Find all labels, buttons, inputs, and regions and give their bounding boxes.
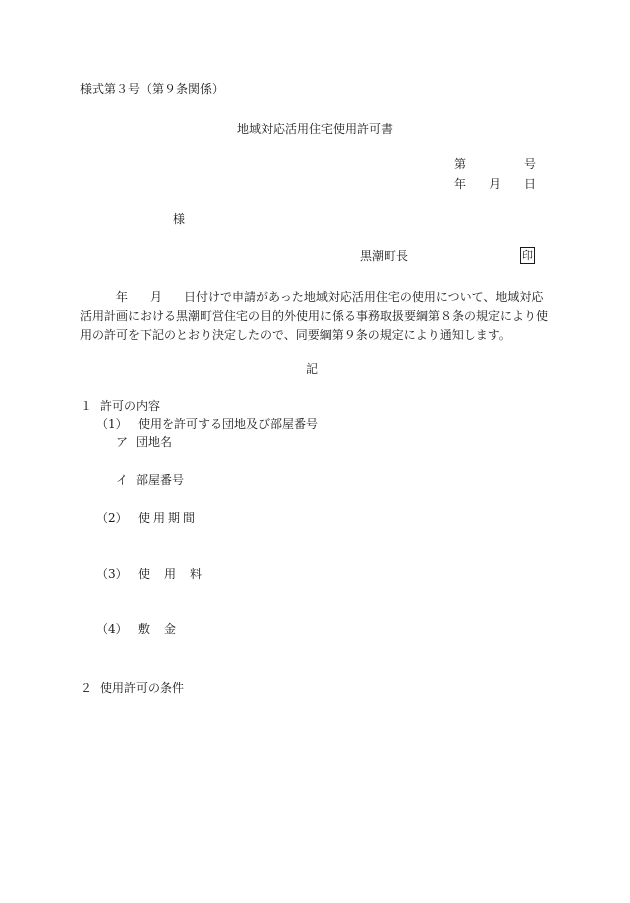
item-1-sub-i <box>116 474 184 486</box>
item-2-label: 使用期間 <box>138 511 199 525</box>
issuer-name: 黒潮町長 <box>360 249 409 263</box>
form-number: 様式第３号（第９条関係） <box>80 82 225 96</box>
item-1-sub-i-kana: イ <box>116 473 129 487</box>
item-1-sub-a-kana: ア <box>116 435 129 449</box>
body-month-char: 月 <box>150 290 163 304</box>
item-3-number: （3） <box>96 567 128 581</box>
number-prefix: 第 <box>454 157 467 171</box>
item-4-number: （4） <box>96 622 128 636</box>
item-4-label: 敷金 <box>138 622 191 636</box>
item-3 <box>96 568 216 580</box>
date-month-label: 月 <box>489 177 502 191</box>
addressee-honorific: 様 <box>173 212 186 226</box>
section-1-number: １ <box>80 399 93 413</box>
ki-heading: 記 <box>306 362 319 376</box>
section-2-label: 使用許可の条件 <box>100 681 185 695</box>
section-1-label: 許可の内容 <box>100 399 161 413</box>
item-1-sub-a-label: 団地名 <box>136 435 173 449</box>
item-4 <box>96 623 190 635</box>
item-1-label: 使用を許可する団地及び部屋番号 <box>138 417 319 431</box>
date-day-label: 日 <box>524 177 537 191</box>
item-1-sub-a <box>116 436 172 448</box>
item-1-number: （1） <box>96 417 128 431</box>
body-year-char: 年 <box>116 290 129 304</box>
item-2 <box>96 512 198 524</box>
section-2-heading <box>80 682 184 694</box>
body-text: 日付けで申請があった地域対応活用住宅の使用について、地域対応活用計画における黒潮町営住宅の目的外使用に係る事務取扱要綱第８条の規定により使用の許可を下記のとおり決定したので、同要綱第９条の規定により通知します。 <box>80 290 549 342</box>
item-1-sub-i-label: 部屋番号 <box>136 473 185 487</box>
section-2-number: ２ <box>80 681 93 695</box>
item-2-number: （2） <box>96 511 128 525</box>
item-1 <box>96 418 318 430</box>
date-year-label: 年 <box>454 177 467 191</box>
item-3-label: 使用料 <box>138 567 217 581</box>
section-1-heading <box>80 400 160 412</box>
number-suffix: 号 <box>524 157 537 171</box>
body-paragraph <box>80 288 550 345</box>
seal-mark: 印 <box>522 249 533 262</box>
document-title: 地域対応活用住宅使用許可書 <box>237 122 394 136</box>
